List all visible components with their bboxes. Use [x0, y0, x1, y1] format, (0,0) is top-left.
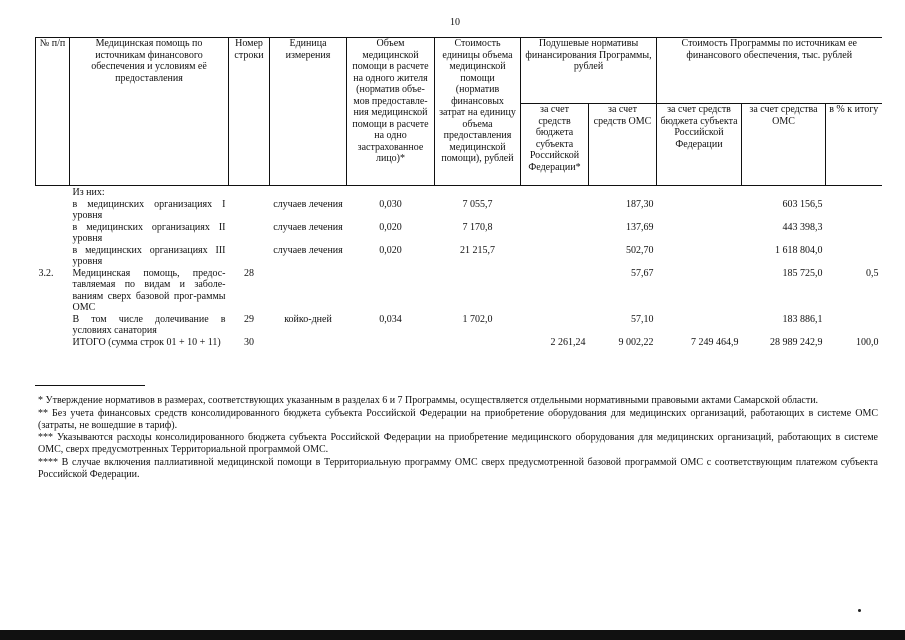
cell-desc: в медицинских организациях I уровня — [72, 198, 226, 221]
cell-cost-budget — [657, 199, 742, 222]
header-help: Медицинская помощь по источникам финансового обеспечения и условиям её предоставления — [70, 38, 229, 186]
cell-volume — [347, 268, 435, 314]
scan-bottom-edge — [0, 630, 905, 640]
cell-norm-oms: 187,30 — [626, 198, 654, 210]
cell-pct: 0,5 — [866, 267, 879, 279]
footnote-divider — [35, 385, 145, 386]
table-row — [36, 314, 882, 337]
cell-norm-oms: 502,70 — [626, 244, 654, 256]
header-volume: Объем медицинской помощи в расчете на одного жителя (норматив объе-мов предоставле-ния медицинской помощи в расчете на одно застрахованное лицо)* — [347, 38, 435, 186]
cell-pct — [826, 245, 882, 268]
cell-line — [229, 186, 270, 199]
cell-no — [36, 337, 70, 349]
footnote: *** Указываются расходы консолидированного бюджета субъекта Российской Федерации на приобретение медицинского оборудования для медицинских организаций, работающих в системе ОМС, сверх предусмотренных Территориальной программой ОМС. — [38, 432, 878, 456]
cell-no: 3.2. — [38, 267, 54, 279]
cell-desc: В том числе долечивание в условиях санатория — [72, 313, 226, 336]
cell-unit — [270, 337, 347, 349]
table-row — [36, 199, 882, 222]
cell-cost-budget: 7 249 464,9 — [691, 336, 739, 348]
cell-line — [229, 245, 270, 268]
cell-line — [229, 199, 270, 222]
cell-cost-budget — [657, 222, 742, 245]
cell-volume: 0,034 — [379, 313, 402, 325]
cell-norm-budget — [521, 314, 589, 337]
cell-norm-oms: 137,69 — [626, 221, 654, 233]
cell-desc: Из них: — [72, 187, 105, 198]
cell-unit: койко-дней — [284, 313, 332, 325]
cell-pct: 100,0 — [856, 336, 879, 348]
cell-cost-oms: 28 989 242,9 — [770, 336, 823, 348]
cell-desc: Медицинская помощь, предос-тавляемая по видам и заболе-ваниям сверх базовой прог-раммы ОМС — [72, 267, 226, 313]
cell-cost: 1 702,0 — [462, 313, 493, 325]
cell-cost: 7 055,7 — [462, 198, 493, 210]
cell-cost-budget — [657, 314, 742, 337]
page-number: 10 — [450, 17, 460, 28]
cell-unit: случаев лечения — [273, 244, 343, 256]
cell-line: 28 — [244, 267, 254, 279]
cell-cost-budget — [657, 268, 742, 314]
cell-norm-budget — [521, 199, 589, 222]
footnote: * Утверждение нормативов в размерах, соответствующих указанным в разделах 6 и 7 Программы, осуществляется отдельными нормативными правовыми актами Самарской области. — [38, 395, 819, 406]
header-norm-budget: за счет средств бюджета субъекта Российской Федерации* — [521, 104, 589, 186]
cell-no — [36, 199, 70, 222]
cell-line — [229, 222, 270, 245]
table-row — [36, 268, 882, 314]
table-row — [36, 186, 882, 199]
cell-volume — [347, 186, 435, 199]
table-row-total — [36, 337, 882, 349]
header-unit-cost: Стоимость единицы объема медицинской помощи (норматив финансовых затрат на единицу объема предоставления медицинской помощи), рублей — [435, 38, 521, 186]
header-cost-percent: в % к итогу — [826, 104, 882, 186]
footnotes — [38, 395, 878, 482]
cell-norm-oms: 57,10 — [631, 313, 654, 325]
header-row-number: Номер строки — [229, 38, 270, 186]
cell-volume: 0,020 — [379, 221, 402, 233]
cell-line: 29 — [244, 313, 254, 325]
cell-norm-budget — [521, 222, 589, 245]
cell-desc: в медицинских организациях II уровня — [72, 221, 226, 244]
cell-volume — [347, 337, 435, 349]
header-per-capita-norms: Подушевые нормативы финансирования Программы, рублей — [521, 38, 657, 104]
header-cost-oms: за счет средства ОМС — [742, 104, 826, 186]
cell-norm-budget — [521, 186, 589, 199]
header-program-cost: Стоимость Программы по источникам ее финансового обеспечения, тыс. рублей — [657, 38, 882, 104]
cell-cost-oms: 603 156,5 — [782, 198, 823, 210]
cell-unit: случаев лечения — [273, 221, 343, 233]
cell-unit: случаев лечения — [273, 198, 343, 210]
cell-volume: 0,030 — [379, 198, 402, 210]
header-unit: Единица измерения — [270, 38, 347, 186]
cell-cost-oms: 1 618 804,0 — [775, 244, 823, 256]
header-norm-oms: за счет средств ОМС — [589, 104, 657, 186]
cell-no — [36, 245, 70, 268]
cell-pct — [826, 199, 882, 222]
header-no: № п/п — [36, 38, 70, 186]
cell-norm-budget — [521, 268, 589, 314]
cell-desc: ИТОГО (сумма строк 01 + 10 + 11) — [72, 336, 221, 348]
cell-cost: 21 215,7 — [460, 244, 495, 256]
program-cost-table — [35, 37, 882, 348]
cell-cost — [435, 268, 521, 314]
cell-volume: 0,020 — [379, 244, 402, 256]
cell-norm-budget: 2 261,24 — [550, 336, 586, 348]
cell-norm-oms: 57,67 — [631, 267, 654, 279]
cell-pct — [826, 222, 882, 245]
footnote: ** Без учета финансовых средств консолидированного бюджета субъекта Российской Федерации на приобретение оборудования для медицинских организаций, работающих в системе ОМС (затраты, не вошедшие в тариф). — [38, 407, 878, 431]
cell-cost — [435, 186, 521, 199]
scan-artifact-dot — [858, 609, 861, 612]
table-row — [36, 222, 882, 245]
cell-cost-budget — [657, 186, 742, 199]
cell-cost-budget — [657, 245, 742, 268]
cell-cost-oms: 183 886,1 — [782, 313, 823, 325]
cell-norm-oms — [589, 186, 657, 199]
cell-cost — [435, 337, 521, 349]
header-cost-budget: за счет средств бюджета субъекта Российской Федерации — [657, 104, 742, 186]
cell-unit — [270, 268, 347, 314]
cell-cost: 7 170,8 — [462, 221, 493, 233]
table-row — [36, 245, 882, 268]
cell-cost-oms: 185 725,0 — [782, 267, 823, 279]
cell-no — [36, 314, 70, 337]
footnote: **** В случае включения паллиативной медицинской помощи в Территориальную программу ОМС сверх предусмотренной базовой программой ОМС с соответствующим платежом субъекта Российской Федерации. — [38, 456, 878, 480]
cell-pct — [826, 186, 882, 199]
cell-unit — [270, 186, 347, 199]
cell-pct — [826, 314, 882, 337]
cell-cost-oms — [742, 186, 826, 199]
cell-no — [36, 186, 70, 199]
cell-cost-oms: 443 398,3 — [782, 221, 823, 233]
cell-norm-oms: 9 002,22 — [618, 336, 654, 348]
cell-line: 30 — [244, 336, 254, 348]
cell-norm-budget — [521, 245, 589, 268]
cell-no — [36, 222, 70, 245]
cell-desc: в медицинских организациях III уровня — [72, 244, 226, 267]
